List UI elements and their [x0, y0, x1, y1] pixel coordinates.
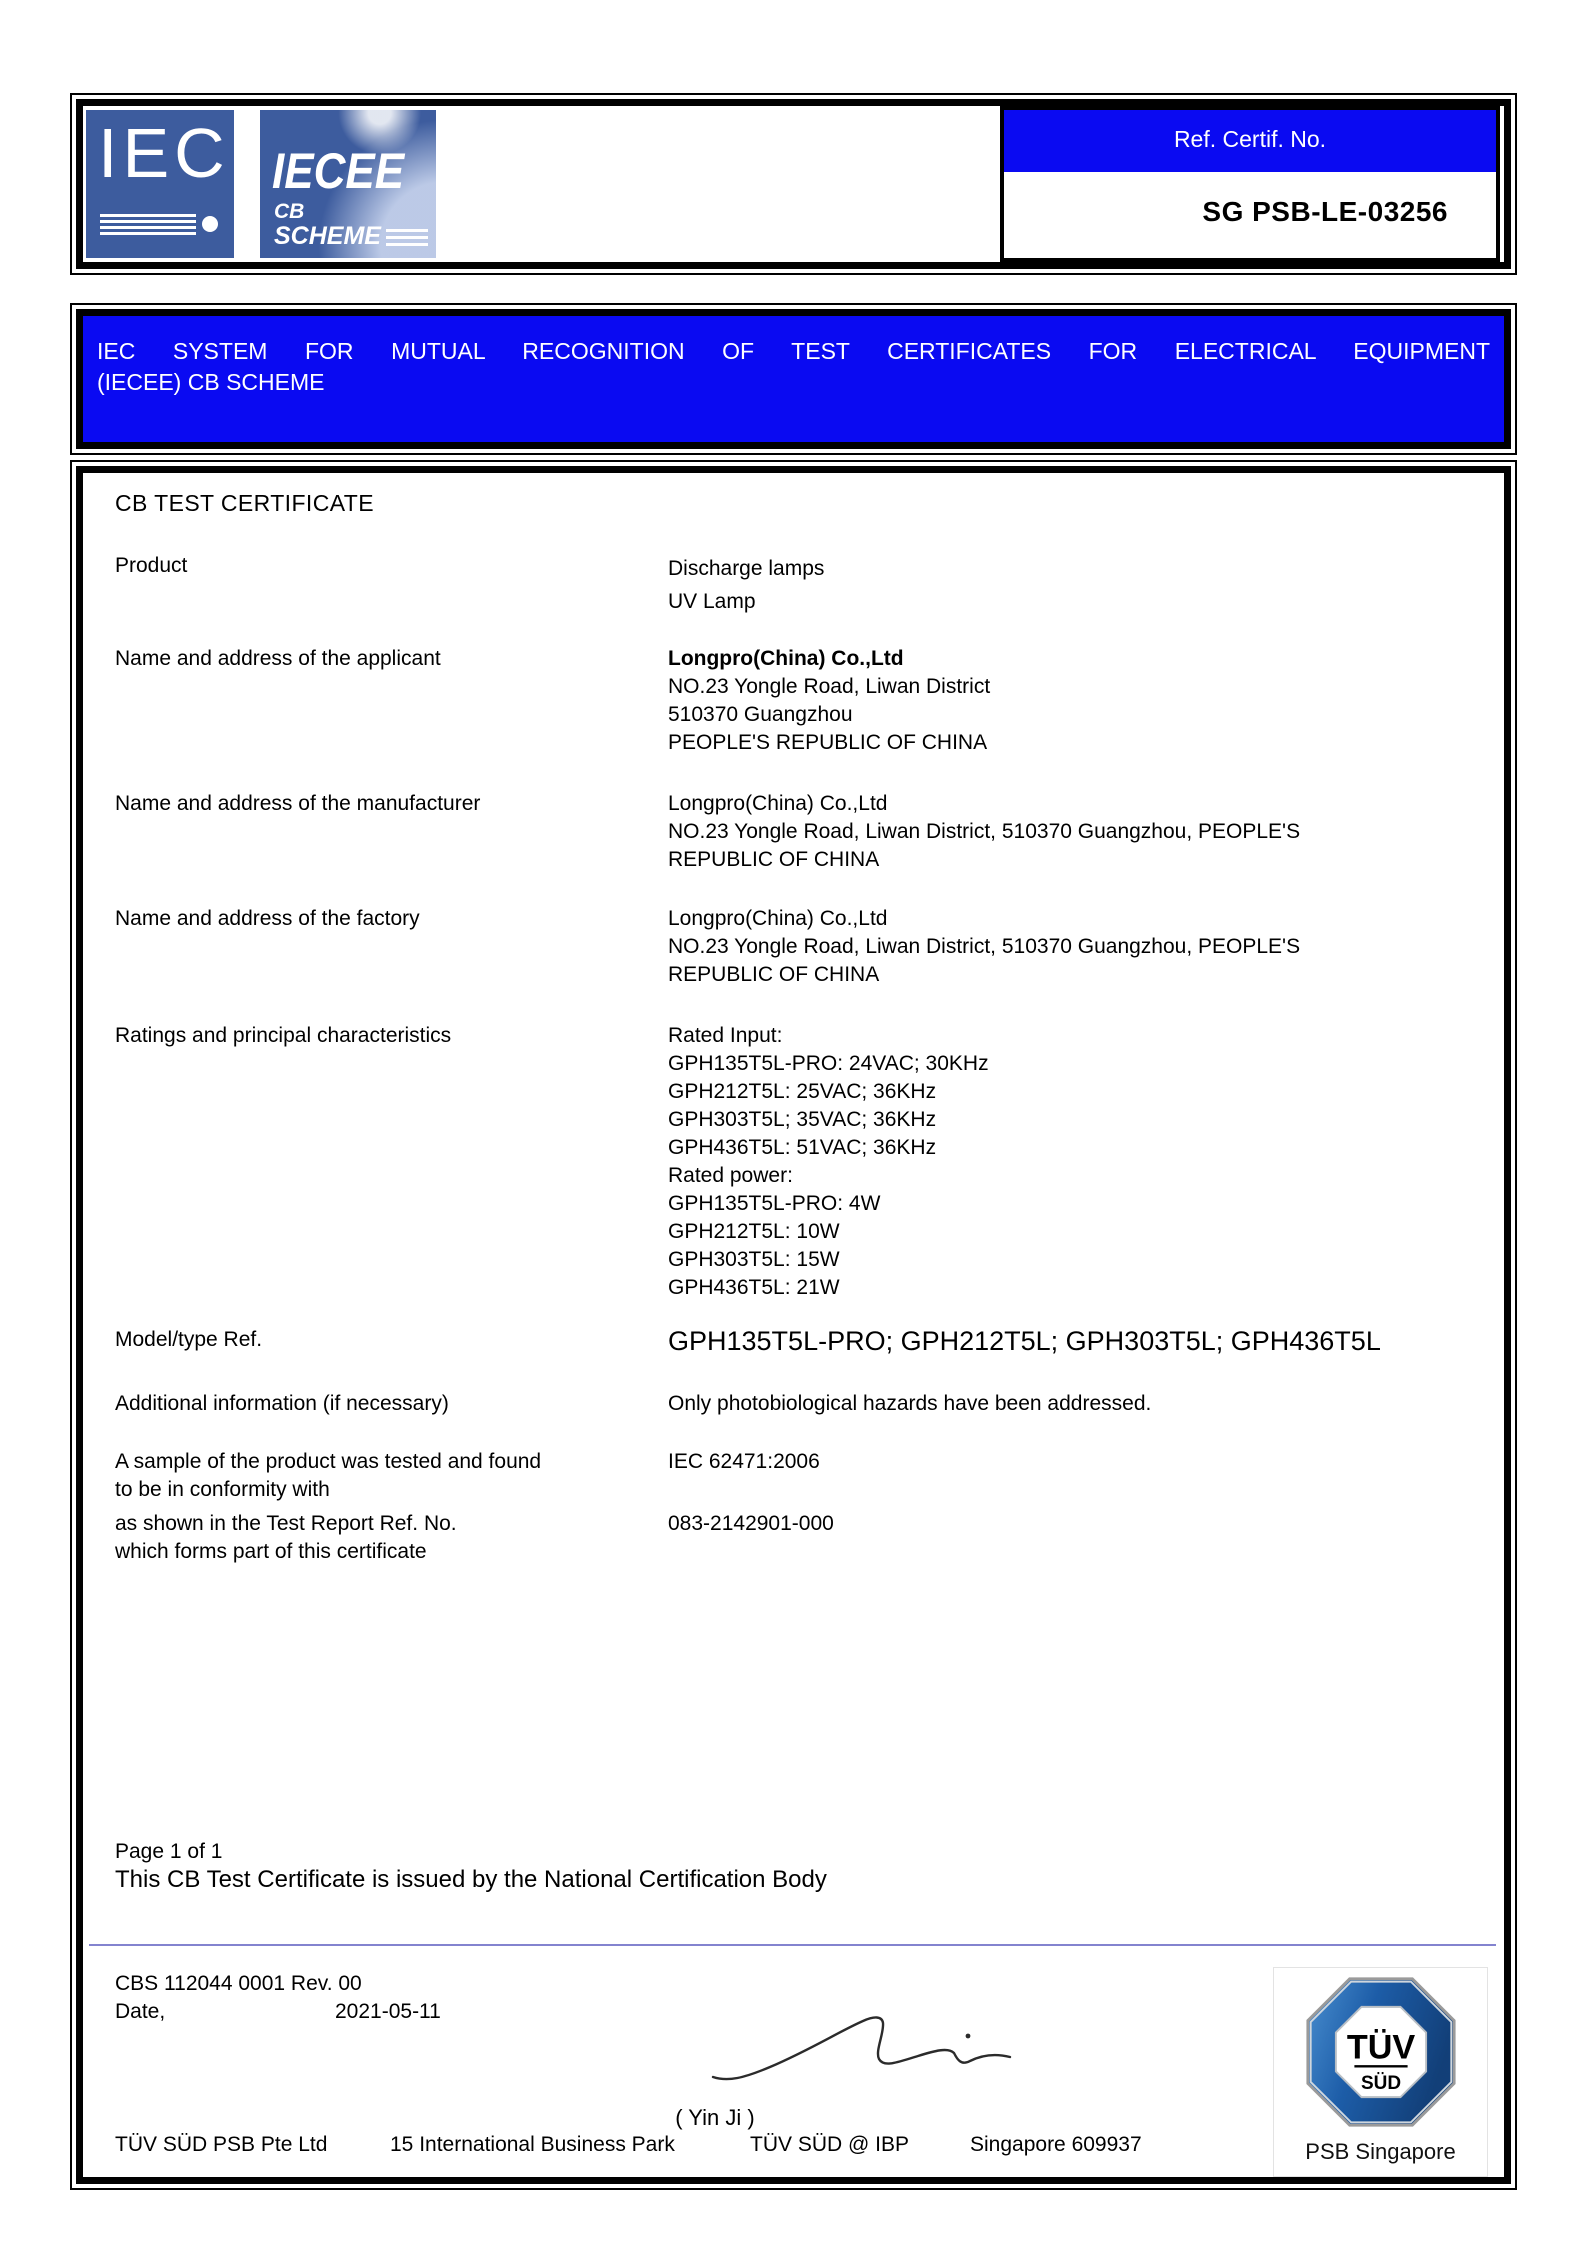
field-applicant: [115, 645, 1480, 757]
field-additional-info: [115, 1390, 1480, 1418]
applicant-address: NO.23 Yongle Road, Liwan District 510370 Guangzhou PEOPLE'S REPUBLIC OF CHINA: [668, 675, 991, 754]
tuv-sud-octagon-logo-icon: [1305, 1976, 1457, 2128]
logo-divider-bar: [234, 110, 260, 258]
field-conformity-standard: [115, 1448, 1480, 1504]
field-test-report-ref: [115, 1510, 1480, 1566]
scheme-stripes-icon: [386, 229, 428, 250]
banner-line-1: IEC SYSTEM FOR MUTUAL RECOGNITION OF TEST CERTIFICATES FOR ELECTRICAL EQUIPMENT: [97, 338, 1490, 364]
field-value: [668, 645, 1480, 757]
footer-divider-line: [89, 1944, 1496, 1946]
date-label: Date,: [115, 2000, 166, 2023]
cb-logo-text: CB: [274, 200, 305, 223]
ref-certificate-number-label: Ref. Certif. No.: [1004, 110, 1496, 172]
field-model: [115, 1326, 1480, 1356]
scheme-banner-text: [83, 316, 1504, 398]
page-number: Page 1 of 1: [115, 1840, 223, 1863]
iec-logo-text: IEC: [98, 114, 230, 192]
field-value: Only photobiological hazards have been addressed.: [668, 1392, 1152, 1415]
iecee-logo-text: IECEE: [272, 143, 405, 199]
ref-certificate-number-value: SG PSB-LE-03256: [1202, 196, 1448, 227]
issued-statement: This CB Test Certificate is issued by the National Certification Body: [115, 1866, 827, 1893]
field-label: Ratings and principal characteristics: [115, 1024, 452, 1047]
iec-logo-dot-icon: [202, 216, 218, 232]
signature-image: [658, 1989, 1038, 2099]
signatory-name: ( Yin Ji ): [675, 2105, 755, 2130]
field-factory: [115, 905, 1480, 989]
field-value: GPH135T5L-PRO; GPH212T5L; GPH303T5L; GPH436T5L: [668, 1326, 1381, 1356]
field-label: Model/type Ref.: [115, 1328, 263, 1351]
cbs-reference: CBS 112044 0001 Rev. 00: [115, 1972, 362, 1995]
field-manufacturer: [115, 790, 1480, 874]
banner-line-2: (IECEE) CB SCHEME: [97, 369, 325, 395]
field-value: IEC 62471:2006: [668, 1450, 820, 1473]
tuv-logo-caption: PSB Singapore: [1305, 2139, 1456, 2164]
field-label: Additional information (if necessary): [115, 1392, 449, 1415]
field-product: [115, 552, 1480, 618]
field-label: Name and address of the applicant: [115, 647, 441, 670]
field-value: Discharge lamps UV Lamp: [668, 557, 825, 613]
header-box: [70, 93, 1517, 275]
applicant-name: Longpro(China) Co.,Ltd: [668, 647, 904, 670]
tuv-logo-text: TÜV: [1346, 2028, 1415, 2067]
iecee-cb-scheme-logo: [260, 110, 436, 258]
iec-logo-stripes-icon: [100, 214, 196, 238]
tuv-sud-logo-block: [1273, 1967, 1488, 2177]
scheme-logo-text: SCHEME: [274, 222, 381, 250]
iec-logo: [86, 110, 234, 258]
certificate-title: CB TEST CERTIFICATE: [115, 490, 374, 516]
issuer-city-postcode: Singapore 609937: [970, 2133, 1142, 2156]
date-value: 2021-05-11: [335, 2000, 441, 2023]
issuer-building: TÜV SÜD @ IBP: [750, 2133, 910, 2156]
field-label: A sample of the product was tested and found to be in conformity with: [115, 1450, 542, 1501]
field-ratings: [115, 1022, 1480, 1302]
issuer-company: TÜV SÜD PSB Pte Ltd: [115, 2133, 328, 2156]
iec-iecee-cb-scheme-logo: [86, 110, 436, 258]
field-value: Rated Input: GPH135T5L-PRO: 24VAC; 30KHz GPH212T5L: 25VAC; 36KHz GPH303T5L; 35VAC; 36KHz GPH436T5L: 51VAC; 36KHz Rated power: GPH135T5L-PRO: 4W GPH212T5L: 10W GPH303T5L: 15W GPH436T5L: 21W: [668, 1024, 989, 1299]
field-value: Longpro(China) Co.,Ltd NO.23 Yongle Road, Liwan District, 510370 Guangzhou, PEOPLE'S REPUBLIC OF CHINA: [668, 907, 1301, 986]
field-value: Longpro(China) Co.,Ltd NO.23 Yongle Road, Liwan District, 510370 Guangzhou, PEOPLE'S REPUBLIC OF CHINA: [668, 792, 1301, 871]
sud-logo-text: SÜD: [1360, 2073, 1401, 2095]
scheme-banner-box: [70, 303, 1517, 455]
field-label: Name and address of the factory: [115, 907, 420, 930]
field-value: 083-2142901-000: [668, 1512, 834, 1535]
ref-certificate-number-box: [1000, 106, 1500, 262]
document-page: [70, 93, 1517, 2190]
field-label: as shown in the Test Report Ref. No. which forms part of this certificate: [115, 1512, 457, 1563]
issuer-street: 15 International Business Park: [390, 2133, 675, 2156]
field-label: Product: [115, 554, 188, 577]
field-label: Name and address of the manufacturer: [115, 792, 481, 815]
certificate-body-box: [70, 460, 1517, 2190]
